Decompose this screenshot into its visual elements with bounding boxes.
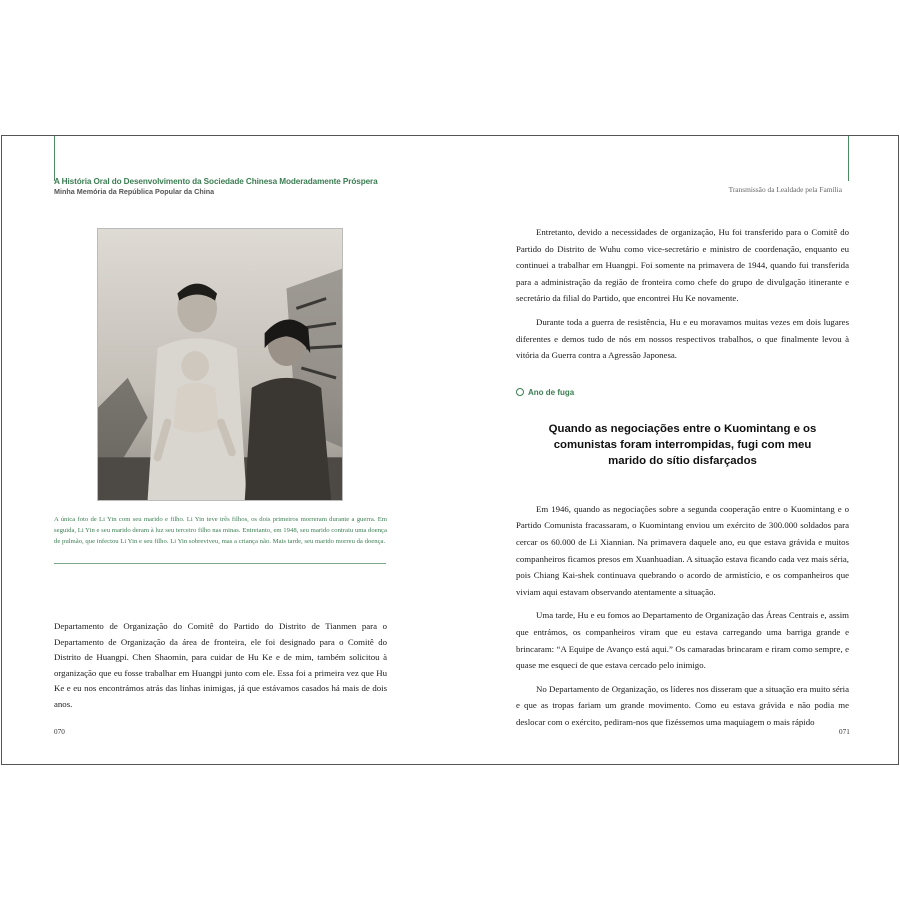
left-body-text: Departamento de Organização do Comitê do Partido do Distrito de Tianmen para o Departamento de Organização da área de fronteira, ele foi designado para o Comitê do Distrito de Huangpi. Chen Shaomin, para cuidar de Hu Ke e de mim, também solicitou à organização que eu fosse trabalhar em Huangpi junto com ele. Essa foi a primeira vez que Hu Ke e eu nos encontrámos atrás das linhas inimigas, já que estávamos casados há mais de dois anos.: [54, 621, 387, 709]
circle-bullet-icon: [516, 388, 524, 396]
section-tag-label: Ano de fuga: [528, 387, 575, 397]
right-page-number: 071: [839, 728, 850, 736]
family-photo: [97, 228, 343, 501]
right-paragraph-1: Entretanto, devido a necessidades de organização, Hu foi transferido para o Comitê do Partido do Distrito de Wuhu como vice-secretário e ministro de coordenação, enquanto eu continuei a trabalhar em Huangpi. Foi somente na primavera de 1944, quando fui transferida para a administração da região de fronteira como chefe do grupo de divulgação itinerante e secretário da filial do Partido, que encontrei Hu Ke novamente.: [516, 227, 849, 304]
running-header-chapter: Transmissão da Lealdade pela Família: [728, 185, 842, 194]
photo-caption: A única foto de Li Yin com seu marido e filho. Li Yin teve três filhos, os dois primeiros morreram durante a guerra. Em seguida, Li Yin e seu marido deram à luz seu terceiro filho nas minas. Entretanto, em 1948, seu marido contraiu uma doença de pulmão, que infectou Li Yin e seu filho. Li Yin sobreviveu, mas a criança não. Mais tarde, seu marido morreu da doença.: [54, 516, 387, 545]
left-page-number: 070: [54, 728, 65, 736]
right-paragraph-4: Uma tarde, Hu e eu fomos ao Departamento de Organização das Áreas Centrais e, assim que entrámos, os companheiros viram que eu estava carregando uma barriga grande e brincaram: “A Equipe de Avanço está aqui.” Os camaradas brincaram e riram como sempre, e quase me esqueci de que estava cercado pelo inimigo.: [516, 610, 849, 671]
left-header-rule: [54, 136, 55, 181]
right-paragraph-5: No Departamento de Organização, os líderes nos disseram que a situação era muito séria e que as tropas fariam um grande movimento. Como eu estava grávida e não podia me deslocar com o exército, pediram-nos que fizéssemos uma maquiagem o mais rápido: [516, 683, 849, 727]
right-column: [516, 224, 849, 737]
running-header-subtitle: Minha Memória da República Popular da China: [54, 187, 215, 196]
running-header-title: A História Oral do Desenvolvimento da Sociedade Chinesa Moderadamente Próspera: [54, 177, 378, 186]
section-tag: [516, 388, 849, 397]
book-spread: [1, 135, 899, 765]
family-photo-image: [98, 229, 342, 500]
right-paragraph-3: Em 1946, quando as negociações sobre a segunda cooperação entre o Kuomintang e o Partido Comunista fracassaram, o Kuomintang enviou um exército de 300.000 soldados para cercar os 60.000 de Li Xiannian. Na primavera daquele ano, eu que estava grávida e muitos companheiros ficamos presos em Xuanhuadian. A situação estava ficando cada vez mais séria, pois Chiang Kai-shek continuava quebrando o acordo de armistício, e os companheiros que viviam aqui estavam observando atentamente a situação.: [516, 503, 849, 597]
section-heading: Quando as negociações entre o Kuomintang e os comunistas foram interrompidas, fugi com meu marido do sítio disfarçados: [548, 422, 817, 467]
right-paragraph-2: Durante toda a guerra de resistência, Hu e eu moravamos muitas vezes em dois lugares diferentes e demos tudo de nós em nossos respectivos trabalhos, o que finalmente levou à vitória da Guerra contra a Agressão Japonesa.: [516, 316, 849, 361]
right-header-rule: [848, 136, 849, 181]
caption-divider: [54, 563, 386, 564]
